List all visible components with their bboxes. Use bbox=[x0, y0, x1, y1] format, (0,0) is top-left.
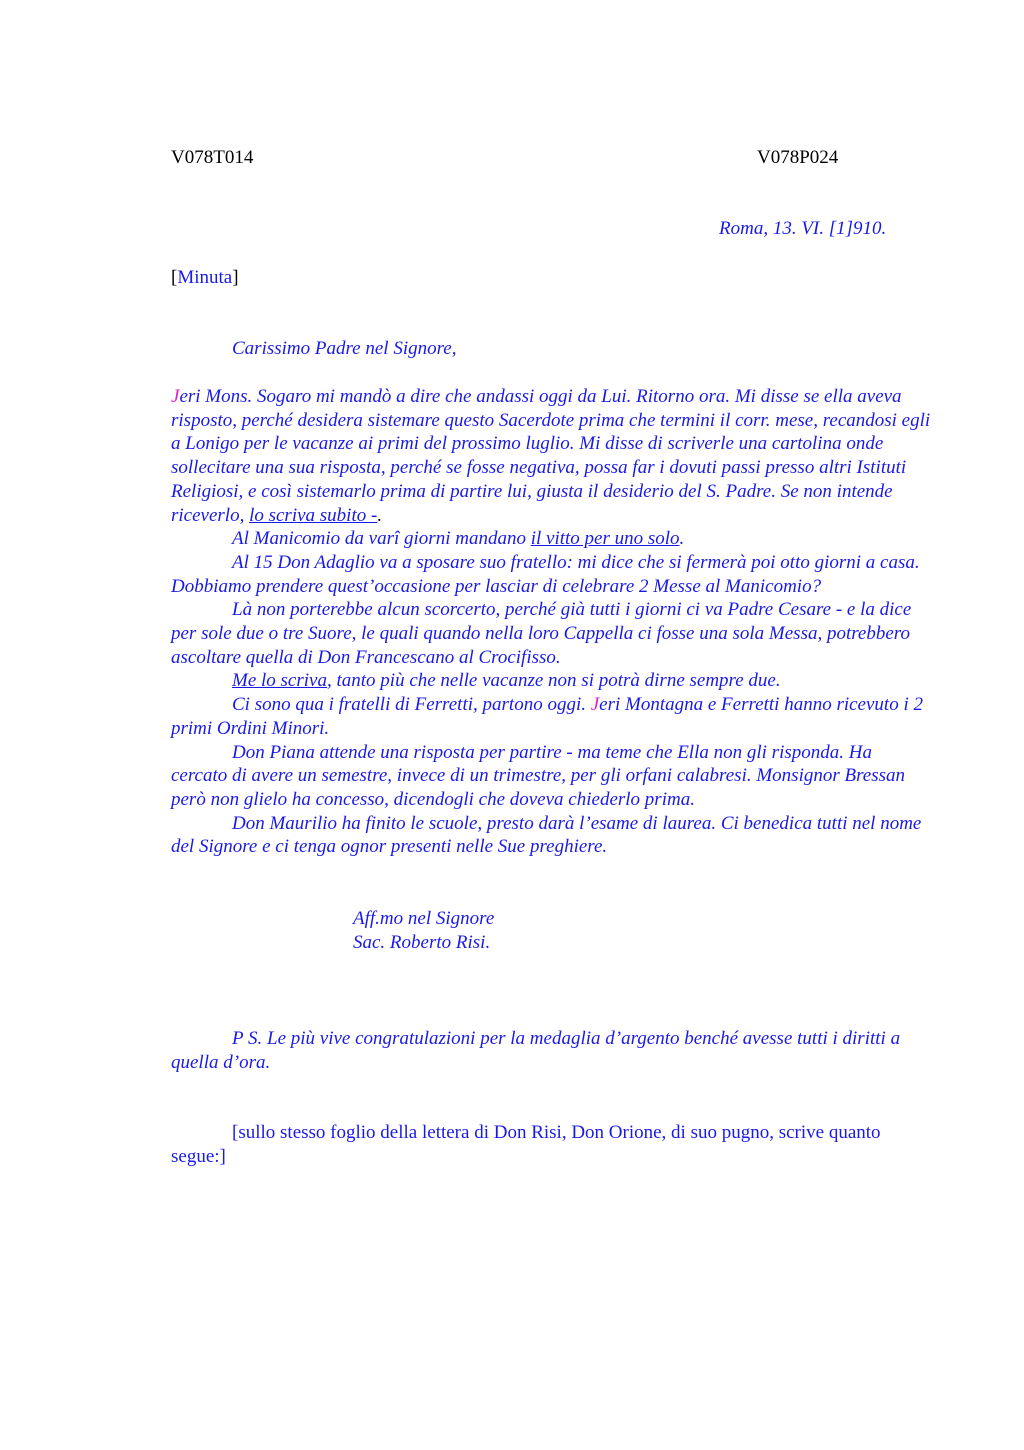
minuta-open-bracket: [ bbox=[171, 267, 178, 288]
signature-line-1: Aff.mo nel Signore bbox=[353, 908, 495, 929]
editor-note bbox=[171, 1121, 891, 1169]
minuta-text: Minuta bbox=[177, 267, 233, 288]
initial-letter: J bbox=[171, 386, 180, 407]
paragraph-6-text: Ci sono qua i fratelli di Ferretti, partono oggi. bbox=[232, 694, 591, 716]
underlined-phrase: Me lo scriva bbox=[232, 670, 327, 692]
paragraph-6 bbox=[171, 693, 931, 740]
paragraph-1-text: eri Mons. Sogaro mi mandò a dire che andassi oggi da Lui. Ritorno ora. Mi disse se ella aveva risposto, perché desidera sistemare questo Sacerdote prima che termini il corr. mese, recandosi egli a Lonigo per le vacanze ai primi del prossimo luglio. Mi disse di scriverle una cartolina onde sollecitare una sua risposta, perché se fosse negativa, possa far i dovuti passi presso altri Istituti Religiosi, e così sistemarlo prima di partire lui, giusta il desiderio del S. Padre. Se non intende riceverlo, bbox=[171, 386, 931, 526]
signature-line-2: Sac. Roberto Risi. bbox=[353, 932, 491, 953]
initial-letter: J bbox=[590, 694, 600, 716]
paragraph-3: Al 15 Don Adaglio va a sposare suo fratello: mi dice che si fermerà poi otto giorni a casa. Dobbiamo prendere quest’occasione per lasciar di celebrare 2 Messe al Manicomio? bbox=[171, 551, 920, 597]
underlined-phrase: il vitto per uno solo bbox=[530, 528, 680, 550]
postscript bbox=[171, 1027, 911, 1074]
signature-block bbox=[353, 907, 494, 955]
document-code-right: V078P024 bbox=[757, 147, 839, 168]
paragraph-8: Don Maurilio ha finito le scuole, presto darà l’esame di laurea. Ci benedica tutti nel nome del Signore e ci tenga ognor presenti nelle Sue preghiere. bbox=[171, 812, 922, 858]
salutation: Carissimo Padre nel Signore, bbox=[232, 338, 457, 359]
paragraph-1 bbox=[171, 385, 931, 527]
paragraph-5-text: , tanto più che nelle vacanze non si potrà dirne sempre due. bbox=[326, 670, 781, 692]
minuta-close-bracket: ] bbox=[232, 267, 239, 288]
paragraph-7: Don Piana attende una risposta per partire - ma teme che Ella non gli risponda. Ha cercato di avere un semestre, invece di un trimestre, per gli orfani calabresi. Monsignor Bressan però non glielo ha concesso, dicendogli che doveva chiederlo prima. bbox=[171, 741, 906, 810]
paragraph-5 bbox=[171, 669, 931, 693]
paragraph-2 bbox=[171, 527, 931, 551]
underlined-phrase: lo scriva subito - bbox=[249, 504, 378, 526]
letter-date: Roma, 13. VI. [1]910. bbox=[719, 218, 887, 239]
paragraph-1-end: . bbox=[377, 504, 383, 526]
paragraph-4: Là non porterebbe alcun scorcerto, perché già tutti i giorni ci va Padre Cesare - e la dice per sole due o tre Suore, le quali quando nella loro Cappella ci fosse una sola Messa, potrebbero ascoltare quella di Don Francescano al Crocifisso. bbox=[171, 599, 912, 668]
paragraph-6-rest: eri Montagna e Ferretti hanno ricevuto i 2 primi Ordini Minori. bbox=[171, 694, 923, 739]
document-code-left: V078T014 bbox=[171, 147, 254, 168]
postscript-text: P S. Le più vive congratulazioni per la medaglia d’argento benché avesse tutti i diritti a quella d’ora. bbox=[171, 1028, 901, 1073]
paragraph-2-text: Al Manicomio da varî giorni mandano bbox=[232, 528, 531, 550]
letter-body bbox=[171, 385, 931, 859]
paragraph-2-end: . bbox=[679, 528, 685, 550]
editor-note-text: [sullo stesso foglio della lettera di Don Risi, Don Orione, di suo pugno, scrive quanto segue:] bbox=[171, 1122, 881, 1167]
minuta-label bbox=[171, 267, 239, 289]
